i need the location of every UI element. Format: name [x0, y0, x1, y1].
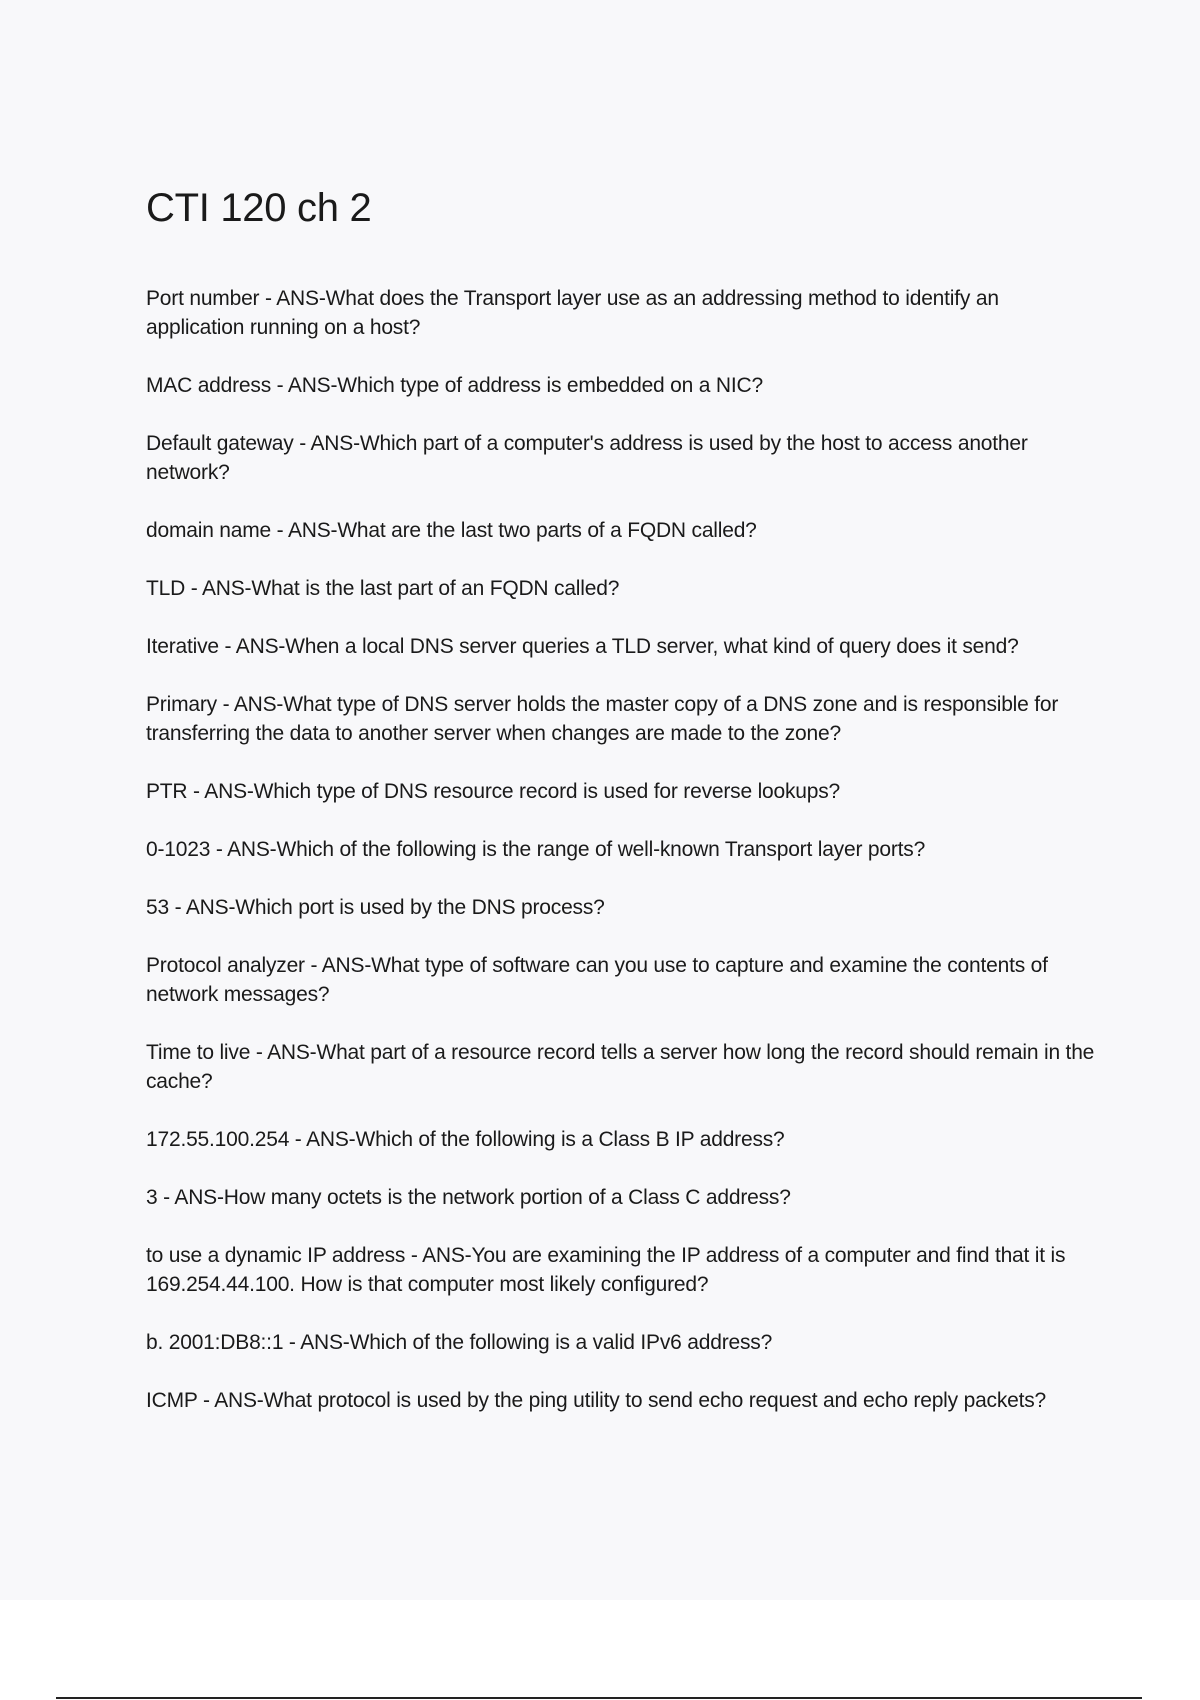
qa-item: b. 2001:DB8::1 - ANS-Which of the following is a valid IPv6 address? — [146, 1331, 773, 1354]
qa-item: 0-1023 - ANS-Which of the following is the range of well-known Transport layer ports? — [146, 838, 926, 861]
qa-item: Default gateway - ANS-Which part of a computer's address is used by the host to access another network? — [146, 432, 1028, 484]
qa-item: Primary - ANS-What type of DNS server holds the master copy of a DNS zone and is responsible for transferring the data to another server when changes are made to the zone? — [146, 693, 1059, 745]
qa-item: Time to live - ANS-What part of a resource record tells a server how long the record should remain in the cache? — [146, 1041, 1095, 1093]
qa-item: Port number - ANS-What does the Transport layer use as an addressing method to identify an application running on a host? — [146, 287, 999, 339]
document-content — [146, 180, 1096, 1444]
qa-item: MAC address - ANS-Which type of address is embedded on a NIC? — [146, 374, 763, 397]
qa-item: to use a dynamic IP address - ANS-You are examining the IP address of a computer and find that it is 169.254.44.100. How is that computer most likely configured? — [146, 1244, 1066, 1296]
qa-list — [146, 284, 1096, 1415]
qa-item: 53 - ANS-Which port is used by the DNS process? — [146, 896, 605, 919]
footer-divider — [56, 1697, 1142, 1699]
qa-item: 172.55.100.254 - ANS-Which of the following is a Class B IP address? — [146, 1128, 785, 1151]
qa-item: ICMP - ANS-What protocol is used by the ping utility to send echo request and echo reply packets? — [146, 1389, 1047, 1412]
qa-item: Iterative - ANS-When a local DNS server queries a TLD server, what kind of query does it send? — [146, 635, 1019, 658]
qa-item: TLD - ANS-What is the last part of an FQDN called? — [146, 577, 620, 600]
page-title: CTI 120 ch 2 — [146, 186, 372, 230]
qa-item: PTR - ANS-Which type of DNS resource record is used for reverse lookups? — [146, 780, 841, 803]
qa-item: domain name - ANS-What are the last two parts of a FQDN called? — [146, 519, 757, 542]
qa-item: Protocol analyzer - ANS-What type of software can you use to capture and examine the contents of network messages? — [146, 954, 1048, 1006]
qa-item: 3 - ANS-How many octets is the network portion of a Class C address? — [146, 1186, 791, 1209]
